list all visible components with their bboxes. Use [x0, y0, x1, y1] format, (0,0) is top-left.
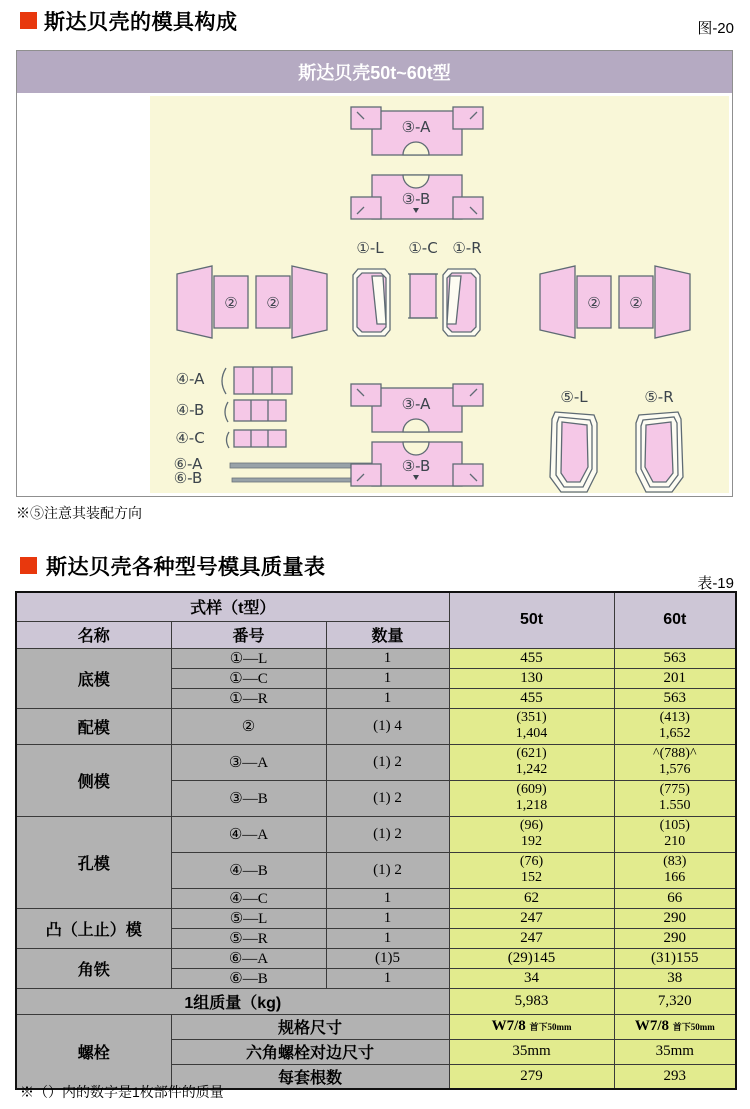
cell-qty: 1	[326, 688, 449, 708]
value-line: 1,404	[515, 726, 548, 741]
value-line: (76)	[519, 854, 544, 870]
cell-60t	[614, 780, 736, 816]
figure-banner: 斯达贝壳50t~60t型	[17, 51, 732, 93]
cell-60t: 7,320	[614, 988, 736, 1014]
cell-50t	[449, 780, 614, 816]
mold-part-4c	[175, 429, 286, 448]
value-line: (83)	[663, 854, 687, 870]
cell-qty: (1) 2	[326, 816, 449, 852]
mold-part-3b-bottom	[351, 442, 483, 486]
section-bullet-icon	[20, 557, 37, 574]
table-row	[16, 592, 736, 621]
cell-60t	[614, 708, 736, 744]
cell-50t	[449, 708, 614, 744]
cell-60t: 35mm	[614, 1039, 736, 1064]
cell-qty: (1) 2	[326, 852, 449, 888]
diagram-label: ⑥-B	[173, 469, 203, 487]
cell-60t	[614, 1014, 736, 1039]
diagram-label: ②	[587, 294, 601, 312]
cell-part-no: ⑤—L	[171, 908, 326, 928]
diagram-label: ②	[266, 294, 280, 312]
table-row	[16, 744, 736, 780]
cell-60t: 38	[614, 968, 736, 988]
cell-part-no: ⑥—B	[171, 968, 326, 988]
value-line: (413)	[659, 710, 690, 726]
diagram-area	[150, 96, 729, 493]
value-line: 1.550	[659, 798, 691, 813]
cell-group-name: 孔模	[16, 816, 171, 908]
diagram-label: ⑤-L	[560, 388, 588, 406]
mold-part-5l	[550, 388, 597, 492]
cell-qty: 1	[326, 968, 449, 988]
cell-bolt-label: 六角螺栓对边尺寸	[171, 1039, 449, 1064]
value-line: 166	[664, 870, 686, 885]
diagram-label: ①-C	[408, 239, 438, 257]
cell-50t: 247	[449, 908, 614, 928]
mold-part-4a	[176, 367, 292, 394]
cell-60t: 290	[614, 908, 736, 928]
cell-qty: 1	[326, 908, 449, 928]
cell-qty: (1)5	[326, 948, 449, 968]
diagram-label: ⑥-A	[173, 455, 203, 473]
bolt-size-sub: 首下50mm	[672, 1022, 715, 1032]
cell-50t	[449, 1014, 614, 1039]
cell-50t: 130	[449, 668, 614, 688]
cell-60t: 201	[614, 668, 736, 688]
bolt-size-sub: 首下50mm	[529, 1022, 572, 1032]
cell-group-name: 角铁	[16, 948, 171, 988]
cell-qty: 1	[326, 928, 449, 948]
cell-50t	[449, 816, 614, 852]
mold-part-5r	[636, 388, 683, 492]
value-line: 1,576	[659, 762, 691, 777]
cell-qty: (1) 2	[326, 744, 449, 780]
value-line: (609)	[516, 782, 547, 798]
figure-tag: 图-20	[697, 20, 734, 37]
diagram-label: ①-R	[452, 239, 482, 257]
diagram-label: ④-C	[175, 429, 205, 447]
cell-part-no: ⑥—A	[171, 948, 326, 968]
cell-50t	[449, 744, 614, 780]
cell-qty: 1	[326, 648, 449, 668]
table-row	[16, 708, 736, 744]
diagram-label: ②	[629, 294, 643, 312]
cell-50t	[449, 852, 614, 888]
mold-part-3b-top	[351, 175, 483, 219]
bolt-size: W7/8	[491, 1018, 526, 1034]
table-row	[16, 988, 736, 1014]
cell-60t: 66	[614, 888, 736, 908]
value-line: 1,652	[659, 726, 691, 741]
cell-group-name: 凸（上止）模	[16, 908, 171, 948]
diagram-label: ②	[224, 294, 238, 312]
table-row	[16, 648, 736, 668]
cell-part-no: ①—R	[171, 688, 326, 708]
value-line: 210	[664, 834, 686, 849]
cell-part-no: ⑤—R	[171, 928, 326, 948]
header-name: 名称	[16, 621, 171, 648]
cell-60t: 293	[614, 1064, 736, 1089]
header-style-group: 式样（t型）	[16, 592, 449, 621]
cell-60t: 563	[614, 688, 736, 708]
cell-50t: (29)145	[449, 948, 614, 968]
value-line: 152	[521, 870, 543, 885]
cell-group-name: 侧模	[16, 744, 171, 816]
cell-60t: 290	[614, 928, 736, 948]
cell-group-name: 配模	[16, 708, 171, 744]
value-line: ^(788)^	[653, 746, 697, 762]
diagram-label: ④-A	[175, 370, 205, 388]
mold-diagram	[150, 96, 729, 493]
value-line: (621)	[516, 746, 547, 762]
cell-group-name: 螺栓	[16, 1014, 171, 1089]
cell-group-name: 底模	[16, 648, 171, 708]
cell-bolt-label: 每套根数	[171, 1064, 449, 1089]
diagram-label: ③-A	[401, 118, 431, 136]
cell-qty: (1) 2	[326, 780, 449, 816]
cell-50t: 455	[449, 648, 614, 668]
weight-table	[15, 591, 737, 1090]
diagram-label: ④-B	[175, 401, 205, 419]
cell-60t: (31)155	[614, 948, 736, 968]
cell-part-no: ①—L	[171, 648, 326, 668]
cell-bolt-label: 规格尺寸	[171, 1014, 449, 1039]
cell-60t	[614, 744, 736, 780]
table-title: 斯达贝壳各种型号模具质量表	[46, 556, 326, 579]
cell-part-no: ④—A	[171, 816, 326, 852]
header-50t: 50t	[449, 592, 614, 648]
header-60t: 60t	[614, 592, 736, 648]
cell-50t: 35mm	[449, 1039, 614, 1064]
diagram-label: ③-B	[401, 190, 431, 208]
table-row	[16, 816, 736, 852]
value-line: 192	[521, 834, 543, 849]
diagram-label: ⑤-R	[644, 388, 674, 406]
cell-part-no: ②	[171, 708, 326, 744]
mold-part-1-group	[353, 269, 480, 336]
cell-50t: 62	[449, 888, 614, 908]
figure-title: 斯达贝壳的模具构成	[44, 11, 238, 34]
value-line: 1,242	[515, 762, 548, 777]
mold-part-4b	[176, 400, 286, 422]
cell-qty: (1) 4	[326, 708, 449, 744]
value-line: (96)	[519, 818, 544, 834]
header-number: 番号	[171, 621, 326, 648]
diagram-label: ③-B	[401, 457, 431, 475]
diagram-label: ①-L	[356, 239, 384, 257]
cell-50t: 279	[449, 1064, 614, 1089]
mold-part-2-right-pair	[540, 266, 690, 338]
table-tag: 表-19	[697, 575, 734, 592]
mold-part-3a-top	[351, 107, 483, 155]
header-qty: 数量	[326, 621, 449, 648]
cell-part-no: ④—C	[171, 888, 326, 908]
cell-60t	[614, 816, 736, 852]
cell-total-label: 1组质量（kg)	[16, 988, 449, 1014]
table-footnote: ※（）内的数字是1枚部件的质量	[20, 1084, 224, 1100]
table-row	[16, 908, 736, 928]
cell-50t: 247	[449, 928, 614, 948]
cell-50t: 455	[449, 688, 614, 708]
figure-note: ※⑤注意其装配方向	[16, 505, 142, 521]
bolt-size: W7/8	[634, 1018, 669, 1034]
cell-qty: 1	[326, 668, 449, 688]
value-line: (775)	[659, 782, 690, 798]
cell-60t	[614, 852, 736, 888]
cell-60t: 563	[614, 648, 736, 668]
diagram-label: ③-A	[401, 395, 431, 413]
section-bullet-icon	[20, 12, 37, 29]
mold-part-3a-bottom	[351, 384, 483, 432]
cell-50t: 34	[449, 968, 614, 988]
cell-part-no: ③—B	[171, 780, 326, 816]
cell-part-no: ④—B	[171, 852, 326, 888]
table-row	[16, 948, 736, 968]
cell-part-no: ③—A	[171, 744, 326, 780]
cell-50t: 5,983	[449, 988, 614, 1014]
value-line: 1,218	[515, 798, 548, 813]
value-line: (105)	[659, 818, 690, 834]
figure-panel	[16, 50, 733, 497]
value-line: (351)	[516, 710, 547, 726]
cell-part-no: ①—C	[171, 668, 326, 688]
cell-qty: 1	[326, 888, 449, 908]
table-row	[16, 1014, 736, 1039]
mold-part-2-left-pair	[177, 266, 327, 338]
